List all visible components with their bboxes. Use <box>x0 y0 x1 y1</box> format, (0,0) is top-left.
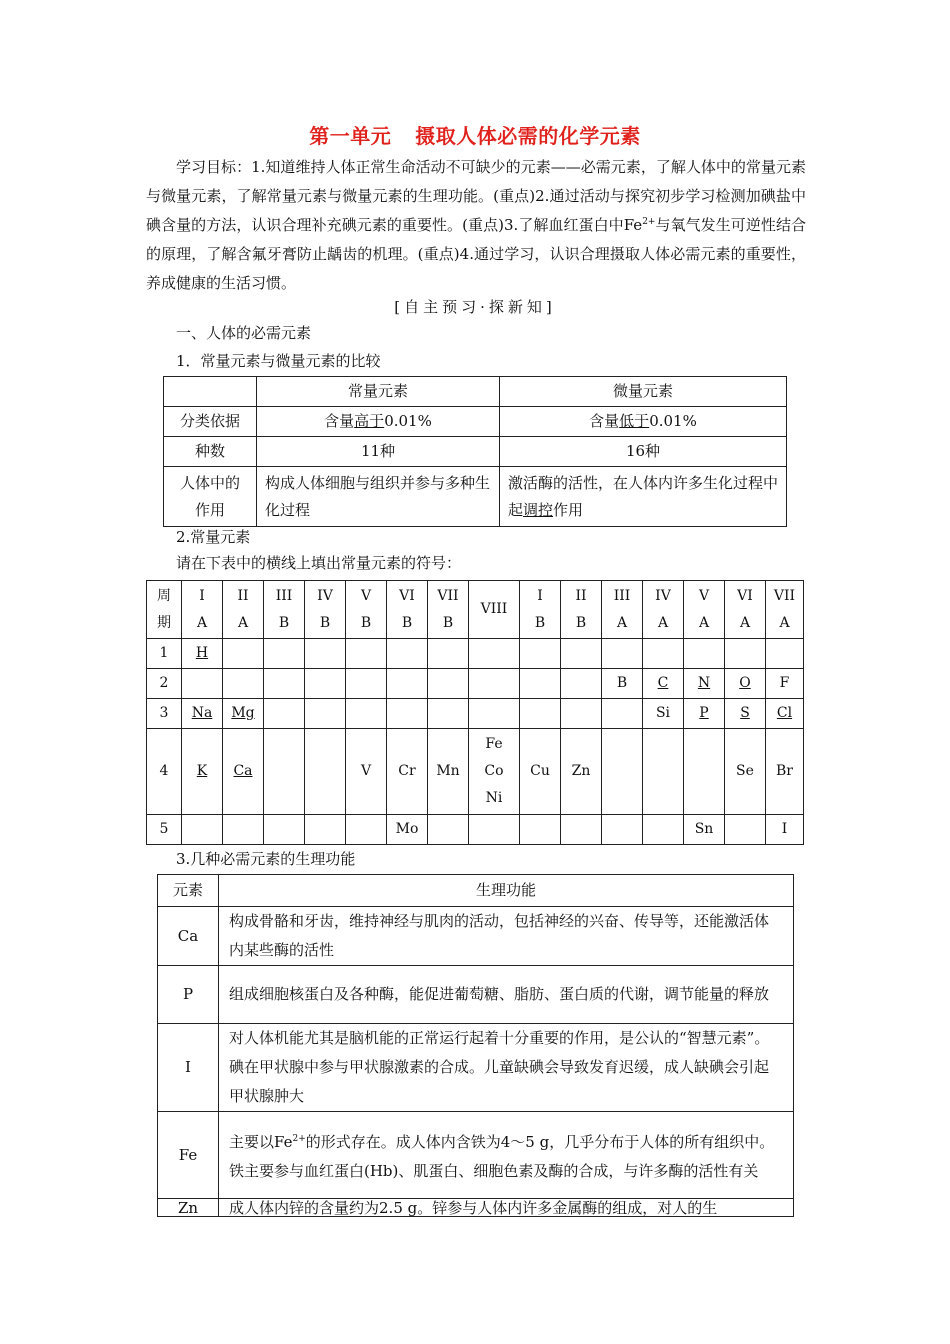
element-cell: Mo <box>387 815 428 845</box>
cell: 含量高于0.01% <box>257 407 500 437</box>
element-cell: Sn <box>684 815 725 845</box>
element-cell: V <box>346 729 387 815</box>
cell: 激活酶的活性，在人体内许多生化过程中起调控作用 <box>500 467 787 527</box>
element-cell: N <box>684 669 725 699</box>
row-label: 种数 <box>164 437 257 467</box>
row-label: 人体中的 作用 <box>164 467 257 527</box>
function-cell: 对人体机能尤其是脑机能的正常运行起着十分重要的作用，是公认的“智慧元素”。碘在甲状腺中参与甲状腺激素的合成。儿童缺碘会导致发育迟缓，成人缺碘会引起甲状腺肿大 <box>219 1024 794 1112</box>
row-label: 分类依据 <box>164 407 257 437</box>
period-row: 2 B C N O F <box>147 669 804 699</box>
group-header: VII B <box>428 581 469 639</box>
cell: 16种 <box>500 437 787 467</box>
element-cell: C <box>643 669 684 699</box>
element-cell: Cu <box>520 729 561 815</box>
subheading-2: 2.常量元素 <box>176 528 251 546</box>
page-title <box>0 120 950 149</box>
element-cell: Mg <box>223 699 264 729</box>
header-row <box>147 581 804 639</box>
comparison-table <box>163 376 787 527</box>
header-constant: 常量元素 <box>257 377 500 407</box>
group-header: II B <box>561 581 602 639</box>
element-cell: Fe <box>158 1112 219 1199</box>
cell: 构成人体细胞与组织并参与多种生化过程 <box>257 467 500 527</box>
subheading-3: 3.几种必需元素的生理功能 <box>176 850 356 868</box>
cell: 11种 <box>257 437 500 467</box>
title-unit: 第一单元 <box>309 124 392 148</box>
period-row: 4 K Ca V Cr Mn Fe Co Ni Cu Zn Se Br <box>147 729 804 815</box>
instruction: 请在下表中的横线上填出常量元素的符号： <box>176 554 462 572</box>
group-header: IV A <box>643 581 684 639</box>
title-topic: 摄取人体必需的化学元素 <box>415 124 641 148</box>
group-header: VI B <box>387 581 428 639</box>
element-cell: Zn <box>158 1199 219 1217</box>
element-cell: B <box>602 669 643 699</box>
element-cell: I <box>158 1024 219 1112</box>
group-header: I A <box>182 581 223 639</box>
group-header: VIII <box>469 581 520 639</box>
section-heading-1: 一、人体的必需元素 <box>176 324 312 342</box>
preview-heading: [自主预习·探新知] <box>394 298 556 316</box>
element-cell: Mn <box>428 729 469 815</box>
subheading-1: 1．常量元素与微量元素的比较 <box>176 352 381 370</box>
element-cell: Zn <box>561 729 602 815</box>
group-header: VII A <box>766 581 804 639</box>
element-cell: Cl <box>766 699 804 729</box>
element-cell: Cr <box>387 729 428 815</box>
function-cell: 主要以$Fe^{2+}$的形式存在。成人体内含铁为4～5 g，几乎分布于人体的所有组织中。铁主要参与血红蛋白(Hb)、肌蛋白、细胞色素及酶的合成，与许多酶的活性有关 <box>219 1112 794 1199</box>
period-row: 5 Mo Sn I <box>147 815 804 845</box>
period-header: 周 期 <box>147 581 182 639</box>
group-header: VI A <box>725 581 766 639</box>
element-cell: P <box>158 966 219 1024</box>
element-cell: Na <box>182 699 223 729</box>
element-cell: Si <box>643 699 684 729</box>
function-table <box>157 874 794 1217</box>
group-header: I B <box>520 581 561 639</box>
element-cell: K <box>182 729 223 815</box>
cell: 含量低于0.01% <box>500 407 787 437</box>
group-header: V A <box>684 581 725 639</box>
element-cell: I <box>766 815 804 845</box>
element-cell: Ca <box>158 907 219 966</box>
element-cell: Se <box>725 729 766 815</box>
function-cell: 组成细胞核蛋白及各种酶，能促进葡萄糖、脂肪、蛋白质的代谢，调节能量的释放 <box>219 966 794 1024</box>
header-trace: 微量元素 <box>500 377 787 407</box>
function-cell: 成人体内锌的含量约为2.5 g。锌参与人体内许多金属酶的组成，对人的生 <box>219 1199 794 1217</box>
group-header: II A <box>223 581 264 639</box>
group-header: IV B <box>305 581 346 639</box>
period-row: 3 Na Mg Si P S Cl <box>147 699 804 729</box>
element-cell: S <box>725 699 766 729</box>
periodic-table <box>146 580 804 845</box>
element-cell: O <box>725 669 766 699</box>
header-element: 元素 <box>158 875 219 907</box>
group-header: III B <box>264 581 305 639</box>
group-header: V B <box>346 581 387 639</box>
element-cell: H <box>182 639 223 669</box>
element-cell: Fe Co Ni <box>469 729 520 815</box>
learning-objectives: 学习目标：1.知道维持人体正常生命活动不可缺少的元素——必需元素，了解人体中的常量元素与微量元素，了解常量元素与微量元素的生理功能。(重点)2.通过活动与探究初步学习检测加碘盐中碘含量的方法，认识合理补充碘元素的重要性。(重点)3.了解血红蛋白中$Fe^{2+}$与氧气发生可逆性结合的原理，了解含氟牙膏防止龋齿的机理。(重点)4.通过学习，认识合理摄取人体必需元素的重要性，养成健康的生活习惯。 <box>146 158 806 292</box>
header-function: 生理功能 <box>219 875 794 907</box>
element-cell: F <box>766 669 804 699</box>
element-cell: Ca <box>223 729 264 815</box>
element-cell: Br <box>766 729 804 815</box>
group-header: III A <box>602 581 643 639</box>
element-cell: P <box>684 699 725 729</box>
period-row: 1 H <box>147 639 804 669</box>
function-cell: 构成骨骼和牙齿，维持神经与肌肉的活动，包括神经的兴奋、传导等，还能激活体内某些酶的活性 <box>219 907 794 966</box>
